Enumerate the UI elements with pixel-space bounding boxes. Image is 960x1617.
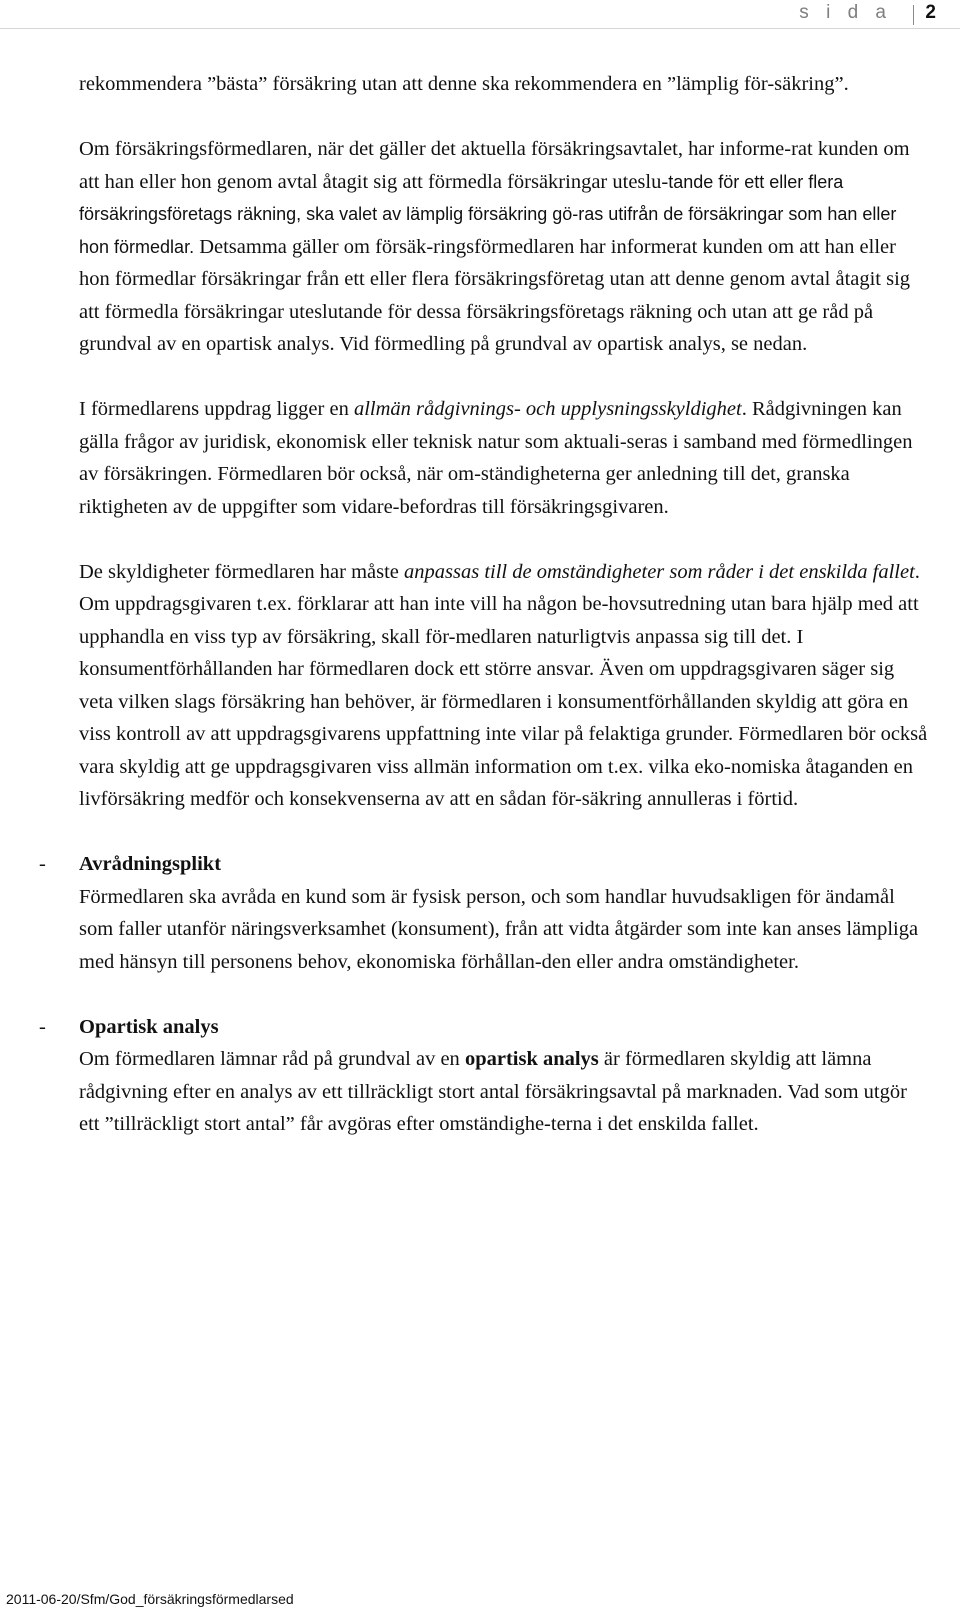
list-item-heading: Opartisk analys [79,1015,219,1038]
bold-text: opartisk analys [464,1048,599,1070]
page-footer: 2011-06-20/Sfm/God_försäkringsförmedlarsed [6,1591,294,1607]
header-rule [0,28,960,29]
list-item-heading: Avrådningsplikt [79,853,222,875]
paragraph-text-sans: tande för ett eller flera försäkringsföretags räkning, ska valet av lämplig försäkring gö-ras utifrån de försäkringar som han eller hon förmedlar. [79,171,897,257]
list-item-text: Förmedlaren ska avråda en kund som är fysisk person, och som handlar huvudsakligen för ändamål som faller utanför näringsverksamhet (konsument), från att vidta åtgärder som inte kan anses lämpliga med hänsyn till personens behov, ekonomiska förhållan-den eller andra omständigheter. [79,885,919,973]
list-dash: - [39,853,46,875]
list-dash: - [39,1015,46,1038]
paragraph-text: . Om uppdragsgivaren t.ex. förklarar att han inte vill ha någon be-hovsutredning utan bara hjälp med att upphandla en viss typ av försäkring, skall för-medlaren naturligtvis anpassa sig till det. I konsumentförhållanden har förmedlaren dock ett större ansvar. Även om uppdragsgivaren säger sig veta vilken slags försäkring han behöver, är förmedlaren i konsumentförhållanden skyldig att göra en viss kontroll av att uppdragsgivarens uppfattning inte vilar på felaktiga grunder. Förmedlaren bör också vara skyldig att ge uppdragsgivaren viss allmän information om t.ex. vilka eko-nomiska åtaganden en livförsäkring medför och konsekvenserna av att en sådan för-säkring annulleras i förtid. [79,560,928,810]
list-item-avradningsplikt [39,848,929,978]
list-item-text: Om förmedlaren lämnar råd på grundval av en [79,1048,465,1070]
emphasis-text: anpassas till de omständigheter som råder i det enskilda fallet [404,560,915,583]
page-header [0,0,960,30]
list-item-opartisk-analys [39,1011,929,1141]
paragraph-text: Detsamma gäller om försäk-ringsförmedlaren har informerat kunden om att han eller hon förmedlar försäkringar från ett eller flera försäkringsföretag utan att denne genom avtal åtagit sig att förmedla försäkringar uteslutande för dessa försäkringsföretags räkning och utan att ge råd på grundval av en opartisk analys. Vid förmedling på grundval av opartisk analys, se nedan. [79,235,911,355]
document-body [39,68,929,1173]
paragraph-mediator-scope [79,133,929,361]
paragraph-text: . Rådgivningen kan gälla frågor av juridisk, ekonomisk eller teknisk natur som aktuali-seras i samband med förmedlingen av försäkringen. Förmedlaren bör också, när om-ständigheterna ger anledning till det, granska riktigheten av de uppgifter som vidare-befordras till försäkringsgivaren. [79,398,913,518]
paragraph-continuation [79,68,929,101]
list-item-text: är förmedlaren skyldig att lämna rådgivning efter en analys av ett tillräckligt stort antal försäkringsavtal på marknaden. Vad som utgör ett ”tillräckligt stort antal” får avgöras efter omständighe-terna i det enskilda fallet. [79,1048,907,1135]
paragraph-text: De skyldigheter förmedlaren har måste [79,560,405,583]
page-number: 2 [925,2,936,23]
paragraph-adapted-duties [79,556,929,816]
paragraph-text: rekommendera ”bästa” försäkring utan att denne ska rekommendera en ”lämplig för-säkring”. [79,73,849,95]
paragraph-text: Om försäkringsförmedlaren, när det gäller det aktuella försäkringsavtalet, har informe-rat kunden om att han eller hon genom avtal åtagit sig att förmedla försäkringar uteslu- [79,138,910,193]
paragraph-advice-duty [79,393,929,523]
emphasis-text: allmän rådgivnings- och upplysningsskyldighet [353,398,742,420]
paragraph-text: I förmedlarens uppdrag ligger en [79,398,354,420]
header-separator [913,5,914,25]
page-label: s i d a [799,2,892,23]
